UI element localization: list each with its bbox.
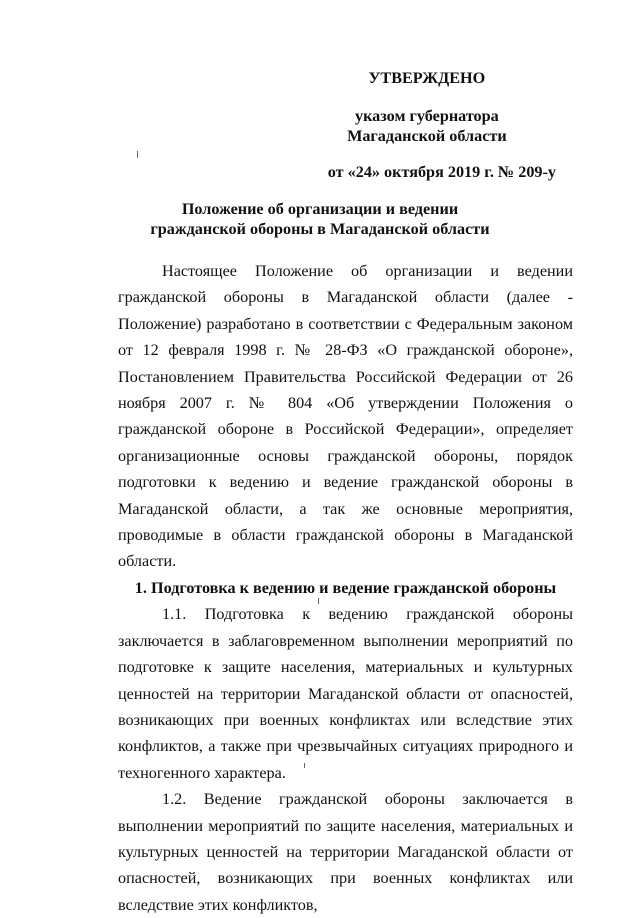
section-1-heading: 1. Подготовка к ведению и ведение гражданской обороны [134,578,557,597]
document-title [0,199,640,239]
approval-block [327,68,556,182]
approval-authority-line2: Магаданской области [347,127,507,145]
document-body [118,258,573,918]
scan-mark [137,151,138,158]
intro-paragraph: Настоящее Положение об организации и ведении гражданской обороны в Магаданской области (далее - Положение) разработано в соответствии с Федеральным законом от 12 февраля 1998 г. № 28-ФЗ «О гражданской обороне», Постановлением Правительства Российской Федерации от 26 ноября 2007 г. № 804 «Об утверждении Положения о гражданской обороне в Российской Федерации», определяет организационные основы гражданской обороны, порядок подготовки к ведению и ведение гражданской обороны в Магаданской области, а так же основные мероприятия, проводимые в области гражданской обороны в Магаданской области. [118,262,573,571]
document-title-line1: Положение об организации и ведении [181,200,459,218]
approval-heading: УТВЕРЖДЕНО [368,69,486,87]
document-title-line2: гражданской обороны в Магаданской области [150,220,490,238]
clause-1-1: 1.1. Подготовка к ведению гражданской обороны заключается в заблаговременном выполнении мероприятий по подготовке к защите населения, материальных и культурных ценностей на территории Магаданской области от опасностей, возникающих при военных конфликтах или вследствие этих конфликтов, а также при чрезвычайных ситуациях природного и техногенного характера. [118,605,573,782]
approval-date: от «24» октября 2019 г. № 209-у [327,163,556,181]
clause-1-2: 1.2. Ведение гражданской обороны заключается в выполнении мероприятий по защите населения, материальных и культурных ценностей на территории Магаданской области от опасностей, возникающих при военных конфликтах или вследствие этих конфликтов, [118,790,573,914]
approval-authority-line1: указом губернатора [354,107,499,125]
